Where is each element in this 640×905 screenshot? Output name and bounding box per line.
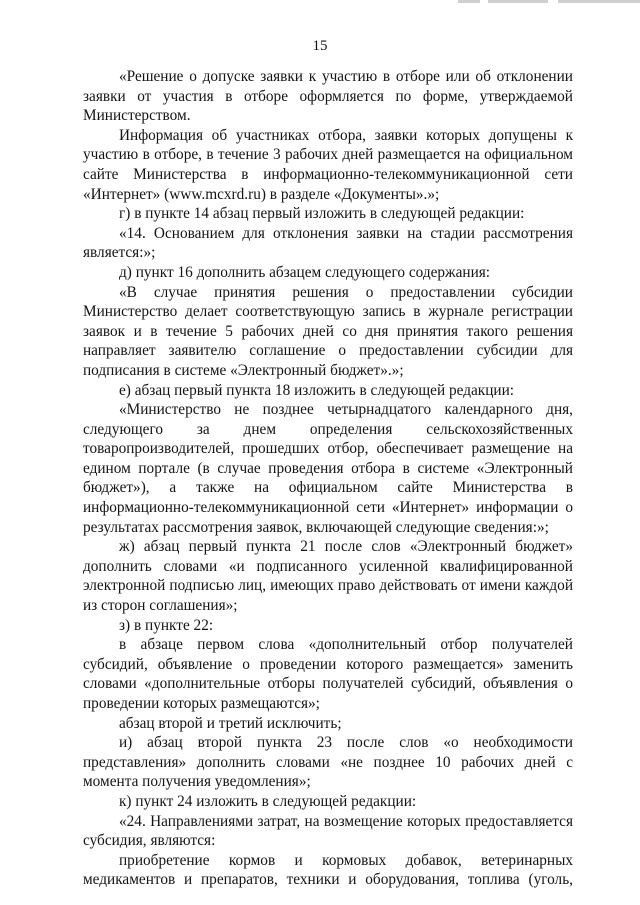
- paragraph-clause-24: «24. Направлениями затрат, на возмещение которых предоставляется субсидия, являются:: [83, 812, 573, 850]
- document-body: [83, 67, 573, 890]
- paragraph-decision-form: «Решение о допуске заявки к участию в отборе или об отклонении заявки от участия в отборе оформляется по форме, утверждаемой Министерством.: [83, 68, 573, 125]
- paragraph-item-i: и) абзац второй пункта 23 после слов «о необходимости представления» дополнить словами «не позднее 10 рабочих дней с момента получения уведомления»;: [83, 734, 573, 791]
- paragraph-participants-info: Информация об участниках отбора, заявки которых допущены к участию в отборе, в течение 3 рабочих дней размещается на официальном сайте Министерства в информационно-телекоммуникационной сети «Интернет» (www.mcxrd.ru) в разделе «Документы».»;: [83, 126, 573, 203]
- paragraph-item-zh: ж) абзац первый пункта 21 после слов «Электронный бюджет» дополнить словами «и подписанного усиленной квалифицированной электронной подписью лиц, имеющих право действовать от имени каждой из сторон соглашения»;: [83, 538, 573, 615]
- page-number: 15: [312, 38, 328, 54]
- paragraph-purchases: приобретение кормов и кормовых добавок, ветеринарных медикаментов и препаратов, техники и оборудования, топлива (уголь,: [83, 851, 573, 889]
- paragraph-item-z: з) в пункте 22:: [119, 616, 214, 634]
- paragraph-clause-22-change: в абзаце первом слова «дополнительный отбор получателей субсидий, объявление о проведении которого размещается» заменить словами «дополнительные отборы получателей субсидий, объявления о проведении которых размещаются»;: [83, 636, 573, 712]
- paragraph-ministry-publication: «Министерство не позднее четырнадцатого календарного дня, следующего за днем определения сельскохозяйственных товаропроизводителей, прошедших отбор, обеспечивает размещение на едином портале (в случае проведения отбора в системе «Электронный бюджет»), а также на официальном сайте Министерства в информационно-телекоммуникационной сети «Интернет» информации о результатах рассмотрения заявок, включающей следующие сведения:»;: [83, 401, 573, 536]
- paragraph-clause-14: «14. Основанием для отклонения заявки на стадии рассмотрения является:»;: [83, 224, 573, 262]
- paragraph-item-d: д) пункт 16 дополнить абзацем следующего содержания:: [119, 263, 491, 281]
- paragraph-item-g: г) в пункте 14 абзац первый изложить в следующей редакции:: [119, 205, 525, 223]
- paragraph-subsidy-decision: «В случае принятия решения о предоставлении субсидии Министерство делает соответствующую запись в журнале регистрации заявок и в течение 5 рабочих дней со дня принятия такого решения направляет заявителю соглашение о предоставлении субсидии для подписания в системе «Электронный бюджет».»;: [83, 283, 573, 379]
- paragraph-exclude: абзац второй и третий исключить;: [119, 714, 342, 732]
- paragraph-item-k: к) пункт 24 изложить в следующей редакции:: [119, 792, 417, 810]
- scan-edge-marks: [458, 0, 640, 6]
- paragraph-item-e: е) абзац первый пункта 18 изложить в следующей редакции:: [119, 381, 515, 399]
